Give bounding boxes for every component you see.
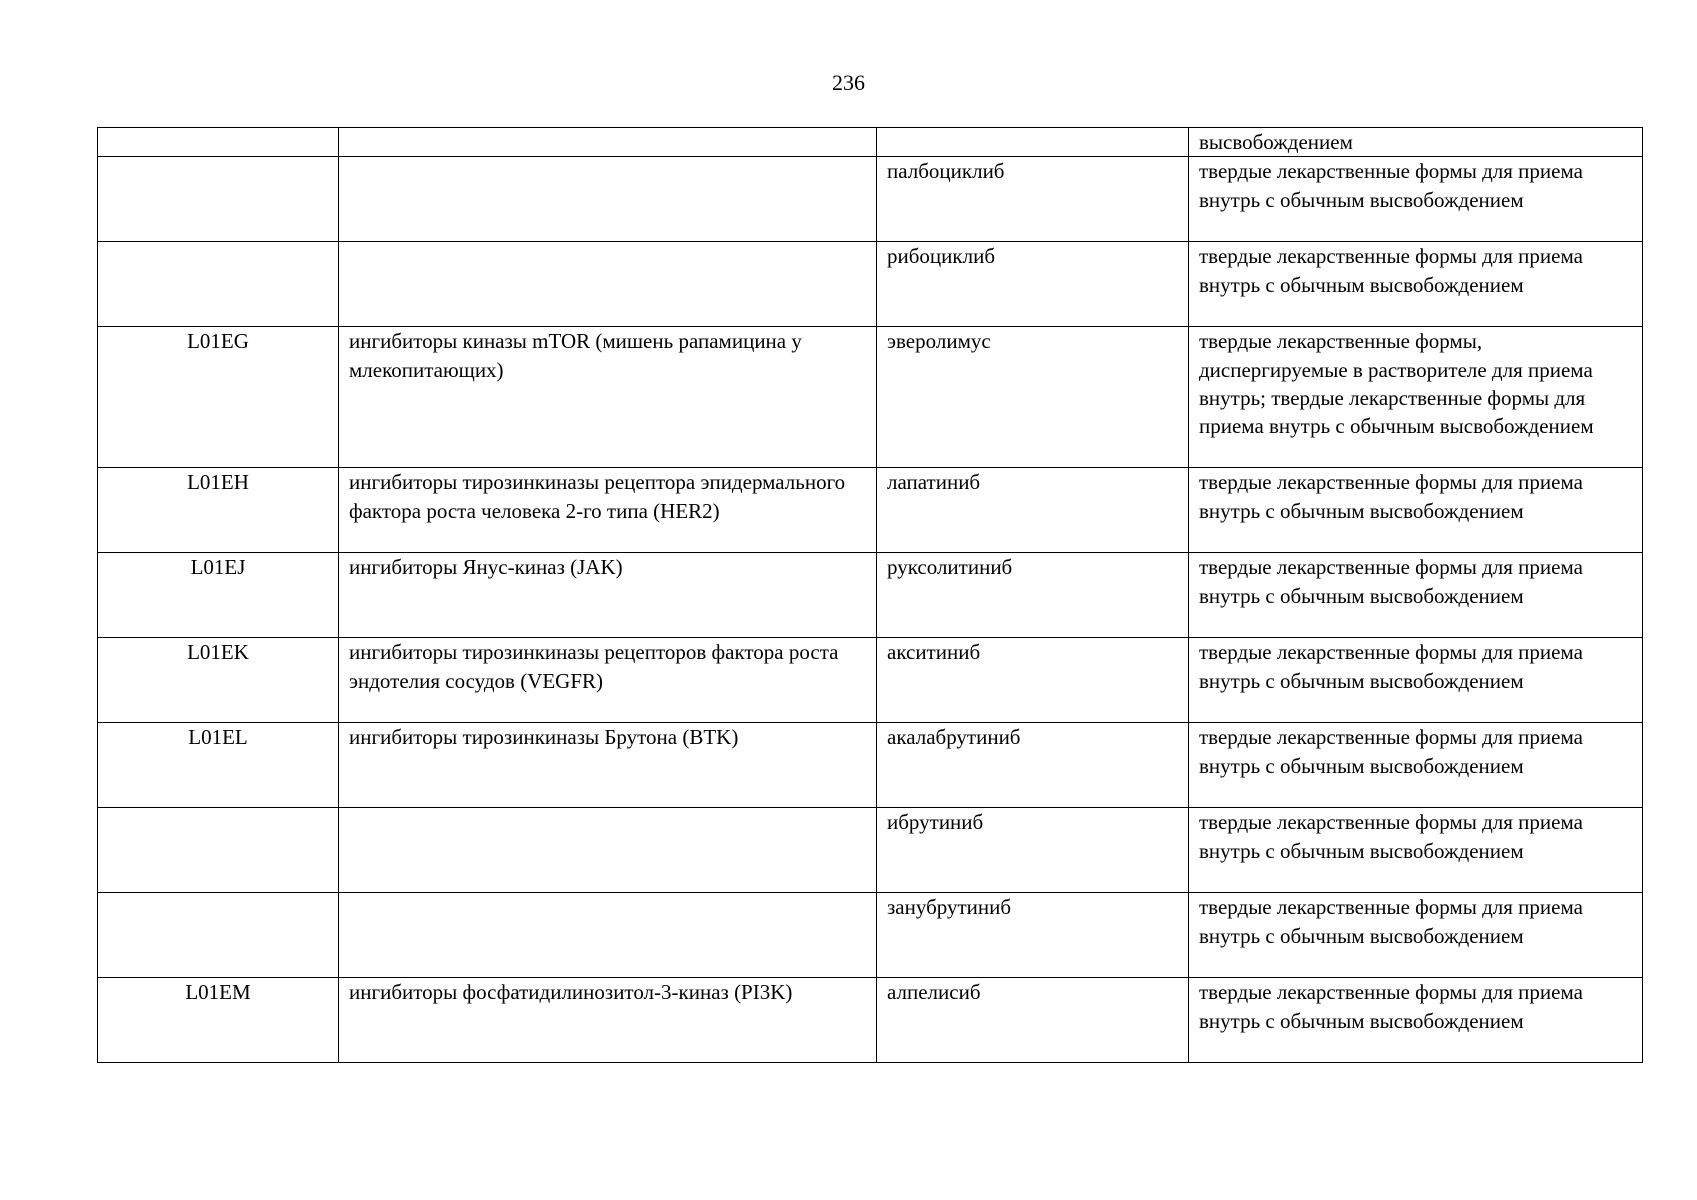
drug-cell: эверолимус: [877, 327, 1189, 468]
table-row: [98, 893, 1643, 978]
dosage-form-cell: твердые лекарственные формы, диспергируемые в растворителе для приема внутрь; твердые лекарственные формы для приема внутрь с обычным высвобождением: [1189, 327, 1643, 468]
table-row: [98, 157, 1643, 242]
group-cell: ингибиторы Янус-киназ (JAK): [339, 553, 877, 638]
atc-code-cell: L01EM: [98, 978, 339, 1063]
drug-cell: акситиниб: [877, 638, 1189, 723]
drug-cell: рибоциклиб: [877, 242, 1189, 327]
dosage-form-cell: твердые лекарственные формы для приема внутрь с обычным высвобождением: [1189, 468, 1643, 553]
table-row: [98, 327, 1643, 468]
group-cell: [339, 128, 877, 157]
atc-code-cell: [98, 808, 339, 893]
atc-code-cell: L01EG: [98, 327, 339, 468]
atc-code-cell: L01EJ: [98, 553, 339, 638]
dosage-form-cell: твердые лекарственные формы для приема внутрь с обычным высвобождением: [1189, 893, 1643, 978]
table-row: [98, 553, 1643, 638]
group-cell: ингибиторы тирозинкиназы рецепторов фактора роста эндотелия сосудов (VEGFR): [339, 638, 877, 723]
group-cell: ингибиторы фосфатидилинозитол-3-киназ (PI3K): [339, 978, 877, 1063]
drug-table: [97, 127, 1643, 1063]
dosage-form-cell: твердые лекарственные формы для приема внутрь с обычным высвобождением: [1189, 723, 1643, 808]
drug-cell: ибрутиниб: [877, 808, 1189, 893]
atc-code-cell: [98, 128, 339, 157]
atc-code-cell: L01EH: [98, 468, 339, 553]
table-row: [98, 723, 1643, 808]
atc-code-cell: L01EK: [98, 638, 339, 723]
drug-cell: алпелисиб: [877, 978, 1189, 1063]
drug-cell: занубрутиниб: [877, 893, 1189, 978]
table-row: [98, 978, 1643, 1063]
dosage-form-cell: твердые лекарственные формы для приема внутрь с обычным высвобождением: [1189, 157, 1643, 242]
table-row: [98, 808, 1643, 893]
drug-cell: [877, 128, 1189, 157]
atc-code-cell: [98, 157, 339, 242]
dosage-form-cell: твердые лекарственные формы для приема внутрь с обычным высвобождением: [1189, 242, 1643, 327]
group-cell: [339, 893, 877, 978]
atc-code-cell: L01EL: [98, 723, 339, 808]
group-cell: ингибиторы киназы mTOR (мишень рапамицина у млекопитающих): [339, 327, 877, 468]
group-cell: [339, 157, 877, 242]
dosage-form-cell: твердые лекарственные формы для приема внутрь с обычным высвобождением: [1189, 978, 1643, 1063]
dosage-form-cell: твердые лекарственные формы для приема внутрь с обычным высвобождением: [1189, 638, 1643, 723]
group-cell: ингибиторы тирозинкиназы Брутона (BTK): [339, 723, 877, 808]
table-row: [98, 638, 1643, 723]
group-cell: ингибиторы тирозинкиназы рецептора эпидермального фактора роста человека 2-го типа (HER2): [339, 468, 877, 553]
table-row: [98, 128, 1643, 157]
table-row: [98, 242, 1643, 327]
table-row: [98, 468, 1643, 553]
page-number: 236: [832, 70, 865, 95]
group-cell: [339, 242, 877, 327]
dosage-form-cell: твердые лекарственные формы для приема внутрь с обычным высвобождением: [1189, 808, 1643, 893]
drug-cell: руксолитиниб: [877, 553, 1189, 638]
drug-cell: лапатиниб: [877, 468, 1189, 553]
dosage-form-cell: высвобождением: [1189, 128, 1643, 157]
drug-cell: акалабрутиниб: [877, 723, 1189, 808]
atc-code-cell: [98, 893, 339, 978]
dosage-form-cell: твердые лекарственные формы для приема внутрь с обычным высвобождением: [1189, 553, 1643, 638]
atc-code-cell: [98, 242, 339, 327]
drug-cell: палбоциклиб: [877, 157, 1189, 242]
group-cell: [339, 808, 877, 893]
